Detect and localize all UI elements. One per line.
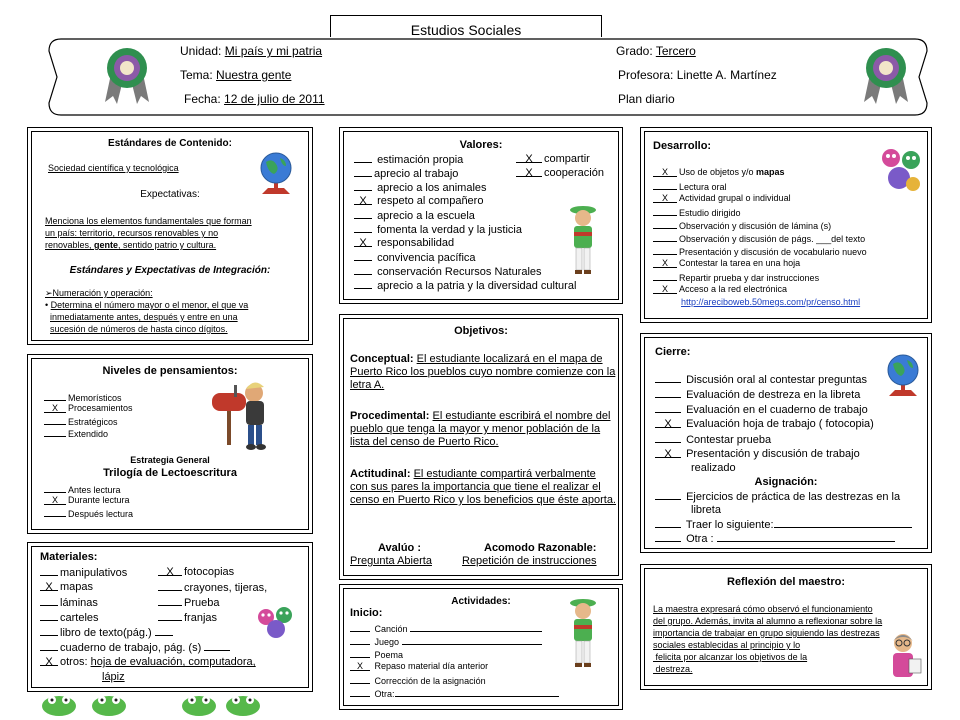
nivel-mark (44, 427, 66, 437)
desarrollo-label: Lectura oral (679, 182, 727, 192)
nivel-label: Estratégicos (68, 417, 118, 427)
valor-label: cooperación (544, 167, 604, 179)
valor-label: aprecio a la patria y la diversidad cultural (377, 280, 577, 292)
desarrollo-label: Observación y discusión de lámina (s) (679, 221, 832, 231)
lectura-mark: X (44, 495, 66, 505)
material-mark: X (40, 581, 58, 591)
fecha-value: 12 de julio de 2011 (224, 92, 325, 106)
lectura-label: Antes lectura (68, 485, 121, 495)
actitudinal-label: Actitudinal: (350, 468, 411, 480)
material-item (40, 596, 98, 610)
cierre-mark: X (655, 418, 681, 428)
actividad-mark: X (350, 661, 370, 671)
award-ribbon-icon (97, 44, 157, 106)
asignacion-label: Traer lo siguiente: (685, 519, 774, 531)
actividad-mark (350, 674, 370, 684)
actividad-label: Corrección de la asignación (374, 676, 486, 686)
frog-creature-icon (222, 692, 264, 718)
desarrollo-mark: X (653, 167, 677, 177)
nivel-mark: X (44, 403, 66, 413)
desarrollo-item (653, 206, 741, 218)
integracion-line-1: ➢Numeración y operación: (45, 288, 153, 298)
desarrollo-heading: Desarrollo: (653, 140, 712, 152)
valor-item (354, 209, 475, 223)
nivel-item (44, 415, 118, 427)
cierre-label: Evaluación en el cuaderno de trabajo (686, 404, 868, 416)
valor-label: conservación Recursos Naturales (377, 266, 542, 278)
boy-figure-icon (566, 202, 600, 276)
material-item (40, 626, 175, 640)
valor-label: aprecio al trabajo (374, 168, 459, 180)
desarrollo-item (653, 232, 865, 244)
desarrollo-label: Estudio dirigido (679, 208, 741, 218)
lectura-mark (44, 483, 66, 493)
valor-mark: X (516, 167, 542, 177)
valor-mark (354, 279, 372, 289)
lectura-mark (44, 507, 66, 517)
fecha-label: Fecha: (184, 92, 221, 106)
reflexion-line: La maestra expresará cómo observó el funcionamiento (653, 604, 873, 614)
material-mark (40, 596, 58, 606)
material-mark (40, 626, 58, 636)
objetivos-card (343, 318, 619, 576)
valor-mark: X (354, 237, 372, 247)
mailbox-kid-icon (208, 363, 278, 453)
cierre-item (655, 373, 867, 387)
unidad-value: Mi país y mi patria (224, 44, 323, 58)
nivel-label: Memorísticos (68, 393, 122, 403)
valor-label: estimación propia (377, 154, 464, 166)
cierre-item (655, 388, 860, 402)
cierre-item (655, 418, 874, 431)
cierre-mark (655, 403, 681, 413)
actividad-label: Canción (374, 624, 408, 634)
actividad-mark (350, 648, 370, 658)
actividad-item (350, 687, 561, 699)
desarrollo-mark (653, 180, 677, 190)
reflexion-heading: Reflexión del maestro: (727, 576, 845, 588)
nivel-item (44, 427, 108, 439)
procedimental-text: El estudiante escribirá el nombre del pueblo que tenga la mayor y menor población de la lista del censo de Puerto Rico. (350, 410, 611, 448)
desarrollo-label: Acceso a la red electrónica (679, 284, 788, 294)
actividad-item (350, 635, 544, 647)
asignacion-label: Ejercicios de práctica de las destrezas en la (686, 491, 901, 503)
acomodo-value: Repetición de instrucciones (462, 555, 597, 567)
material-item (158, 566, 234, 579)
material-label: láminas (60, 597, 98, 609)
grado-value: Tercero (655, 44, 696, 58)
desarrollo-item (653, 180, 727, 192)
frog-creature-icon (178, 692, 220, 718)
material-item (158, 596, 219, 610)
integracion-heading: Estándares y Expectativas de Integración: (69, 265, 271, 276)
valor-label: respeto al compañero (377, 195, 484, 207)
material-mark (40, 641, 58, 651)
asignacion-item (655, 490, 900, 504)
valor-item (354, 279, 576, 293)
estandares-card (31, 131, 309, 341)
desarrollo-mark (653, 245, 677, 255)
cierre-mark: X (655, 448, 681, 458)
desarrollo-mark: X (653, 284, 677, 294)
material-item (40, 611, 99, 625)
cierre-label: Presentación y discusión de trabajo (686, 448, 860, 460)
censo-link[interactable]: http://areciboweb.50megs.com/pr/censo.html (681, 297, 861, 307)
material-label: carteles (60, 612, 99, 624)
material-mark (158, 611, 182, 621)
material-label: mapas (60, 581, 94, 593)
exp-part-c: , sentido patrio y cultura. (118, 240, 217, 250)
award-ribbon-icon (856, 44, 916, 106)
integracion-text-2: Determina el número mayor o el menor, el que va (50, 300, 249, 310)
integracion-topic: Numeración y operación: (52, 288, 153, 298)
mapas-text: mapas (756, 167, 785, 177)
actividad-item (350, 661, 488, 671)
reflexion-line: sociales establecidas al principio y lo (653, 640, 801, 650)
cierre-card (644, 337, 928, 549)
valor-item (354, 265, 542, 279)
globe-icon (254, 150, 298, 198)
expectativas-label: Expectativas: (140, 189, 200, 200)
actividad-label: Poema (374, 650, 404, 660)
desarrollo-item (653, 245, 867, 257)
desarrollo-mark (653, 232, 677, 242)
reflexion-line: felicita por alcanzar los objetivos de la (653, 652, 808, 662)
desarrollo-mark (653, 271, 677, 281)
desarrollo-item (653, 193, 791, 203)
expectativa-line-3 (45, 240, 216, 250)
grado-label: Grado: (616, 44, 653, 58)
valor-mark: X (516, 153, 542, 163)
page-title: Estudios Sociales (330, 15, 602, 37)
lectura-item (44, 483, 121, 495)
desarrollo-label: Repartir prueba y dar instrucciones (679, 273, 820, 283)
valor-mark (354, 223, 372, 233)
estandares-area: Sociedad científica y tecnológica (48, 163, 179, 173)
plan-text: Plan diario (618, 92, 675, 106)
valor-item (516, 167, 604, 180)
exp-part-gente: gente (94, 240, 119, 250)
valor-item (354, 251, 476, 265)
cartoon-characters-icon (877, 144, 925, 198)
material-label: fotocopias (184, 566, 235, 578)
material-mark: X (158, 566, 182, 576)
expectativa-line-1: Menciona los elementos fundamentales que forman (45, 216, 252, 226)
tema-label: Tema: (180, 68, 213, 82)
actividades-card (343, 588, 619, 706)
cierre-realizado: realizado (691, 462, 736, 474)
cierre-item (655, 403, 868, 417)
valor-label: aprecio a la escuela (377, 210, 475, 222)
material-label: franjas (184, 612, 218, 624)
cierre-item (655, 448, 860, 461)
asignacion-label: Otra : (686, 533, 714, 545)
valor-label: fomenta la verdad y la justicia (377, 224, 522, 236)
material-label: crayones, tijeras, (184, 582, 268, 594)
reflexion-line: del grupo. Además, invita al alumno a reflexionar sobre la (653, 616, 883, 626)
actividad-mark (350, 635, 370, 645)
desarrollo-label: Contestar la tarea en una hoja (679, 258, 801, 268)
valores-card (343, 131, 619, 300)
teacher-figure-icon (883, 631, 923, 681)
acomodo-label: Acomodo Razonable: (484, 542, 597, 554)
expectativa-line-2: un país: territorio, recursos renovables y no (45, 228, 219, 238)
material-label: libro de texto(pág.) (60, 627, 152, 639)
materiales-heading: Materiales: (40, 551, 98, 563)
valor-mark (354, 251, 372, 261)
actividad-mark (350, 687, 370, 697)
valor-mark (354, 153, 372, 163)
globe-icon (881, 352, 925, 400)
cierre-label: Discusión oral al contestar preguntas (686, 374, 868, 386)
desarrollo-card (644, 131, 928, 319)
asignacion-heading: Asignación: (754, 476, 818, 488)
procedimental-label: Procedimental: (350, 410, 430, 422)
nivel-item (44, 403, 133, 413)
desarrollo-item (653, 271, 819, 283)
asignacion-item (655, 518, 914, 532)
desarrollo-item (653, 167, 785, 177)
valor-item (354, 153, 463, 167)
desarrollo-label: Observación y discusión de págs. ___del texto (679, 234, 866, 244)
asignacion-item (655, 532, 897, 546)
material-label: manipulativos (60, 567, 128, 579)
material-item (158, 581, 267, 595)
valor-mark (354, 181, 372, 191)
actividad-mark (350, 622, 370, 632)
actividades-heading: Actividades: (451, 596, 511, 607)
valor-label: responsabilidad (377, 237, 455, 249)
frog-creature-icon (38, 692, 80, 718)
grado-row (616, 44, 696, 58)
material-item (40, 566, 127, 580)
objetivo-conceptual (350, 353, 616, 392)
nivel-mark (44, 391, 66, 401)
actividad-item (350, 622, 544, 634)
otros-label: otros: (60, 656, 88, 668)
valor-item (354, 195, 483, 208)
material-mark (40, 611, 58, 621)
actitudinal-text: El estudiante compartirá verbalmente con sus pares la importancia que tiene el realizar el censo en Puerto Rico y los beneficios que éste aporta. (350, 468, 616, 506)
fecha-row (184, 92, 325, 106)
estrategia-heading: Estrategia General (130, 455, 210, 465)
otros-value-2: lápiz (102, 671, 125, 683)
materiales-card (31, 546, 309, 688)
tema-value: Nuestra gente (216, 68, 292, 82)
cierre-mark (655, 433, 681, 443)
material-item (40, 641, 232, 655)
actividad-item (350, 648, 403, 660)
niveles-heading: Niveles de pensamientos: (102, 365, 238, 377)
valor-mark (354, 265, 372, 275)
conceptual-text: El estudiante localizará en el mapa de Puerto Rico los pueblos cuyo nombre comienze con la letra A. (350, 353, 616, 391)
reflexion-line: importancia de trabajar en grupo siguiendo las destrezas (653, 628, 880, 638)
valor-label: convivencia pacífica (377, 252, 476, 264)
valor-item (354, 237, 454, 250)
integracion-line-4: sucesión de números de hasta cinco dígitos. (50, 324, 228, 334)
niveles-card (31, 358, 309, 530)
cierre-label: Evaluación de destreza en la libreta (686, 389, 861, 401)
material-mark (158, 596, 182, 606)
valores-heading: Valores: (459, 139, 503, 151)
valor-label: aprecio a los animales (377, 182, 487, 194)
unidad-row (180, 44, 322, 58)
desarrollo-mark (653, 219, 677, 229)
cartoon-characters-icon (254, 603, 300, 643)
cierre-heading: Cierre: (655, 346, 691, 358)
lectura-label: Durante lectura (68, 495, 130, 505)
valor-mark: X (354, 195, 372, 205)
material-mark (158, 581, 182, 591)
desarrollo-item (653, 219, 831, 231)
conceptual-label: Conceptual: (350, 353, 414, 365)
cierre-item (655, 433, 771, 447)
integracion-line-2: • Determina el número mayor o el menor, el que va (45, 300, 249, 310)
valor-item (354, 181, 487, 195)
material-label: cuaderno de trabajo, pág. (s) (60, 642, 202, 654)
avaluo-value: Pregunta Abierta (350, 555, 432, 567)
desarrollo-item (653, 258, 800, 268)
actividad-label: Juego (374, 637, 400, 647)
material-item (40, 581, 93, 594)
cierre-label: Contestar prueba (686, 434, 772, 446)
cierre-mark (655, 388, 681, 398)
actividad-item (350, 674, 486, 686)
reflexion-card (644, 568, 928, 686)
otros-value: hoja de evaluación, computadora, (90, 656, 256, 668)
unidad-label: Unidad: (180, 44, 222, 58)
valor-item (354, 223, 522, 237)
cierre-label: Evaluación hoja de trabajo ( fotocopia) (686, 418, 874, 430)
avaluo-label: Avalúo : (378, 542, 421, 554)
reflexion-line: destreza. (653, 664, 693, 674)
desarrollo-label: Actividad grupal o individual (679, 193, 791, 203)
objetivos-heading: Objetivos: (454, 325, 508, 337)
nivel-mark (44, 415, 66, 425)
material-item (158, 611, 217, 625)
desarrollo-label: Presentación y discusión de vocabulario nuevo (679, 247, 867, 257)
valor-mark (354, 209, 372, 219)
estandares-heading: Estándares de Contenido: (108, 138, 232, 149)
valor-mark (354, 167, 372, 177)
valor-item (354, 167, 458, 181)
lectura-label: Después lectura (68, 509, 134, 519)
integracion-line-3: inmediatamente antes, después y entre en una (50, 312, 238, 322)
trilogia-heading: Trilogía de Lectoescritura (103, 467, 237, 479)
frog-creature-icon (88, 692, 130, 718)
nivel-label: Extendido (68, 429, 109, 439)
objetivo-actitudinal (350, 468, 616, 507)
objetivo-procedimental (350, 410, 616, 449)
valor-label: compartir (544, 153, 590, 165)
desarrollo-mark (653, 206, 677, 216)
desarrollo-label: Uso de objetos y/o (679, 167, 757, 177)
reflexion-text (653, 603, 882, 675)
boy-figure-icon (566, 595, 600, 669)
nivel-label: Procesamientos (68, 403, 133, 413)
profesora-text: Profesora: Linette A. Martínez (618, 68, 777, 82)
material-mark (40, 566, 58, 576)
actividad-label: Repaso material día anterior (374, 661, 489, 671)
tema-row (180, 68, 291, 82)
desarrollo-mark: X (653, 258, 677, 268)
inicio-label: Inicio: (350, 607, 383, 619)
cierre-mark (655, 373, 681, 383)
lectura-item (44, 495, 130, 505)
lectura-item (44, 507, 133, 519)
desarrollo-mark: X (653, 193, 677, 203)
desarrollo-item (653, 284, 787, 294)
actividad-label: Otra: (374, 689, 395, 699)
exp-part-a: renovables, (45, 240, 95, 250)
asignacion-libreta: libreta (691, 504, 721, 516)
material-label: Prueba (184, 597, 220, 609)
otros-row: X otros: hoja de evaluación, computadora, (40, 656, 256, 669)
valor-item (516, 153, 590, 166)
nivel-item (44, 391, 122, 403)
